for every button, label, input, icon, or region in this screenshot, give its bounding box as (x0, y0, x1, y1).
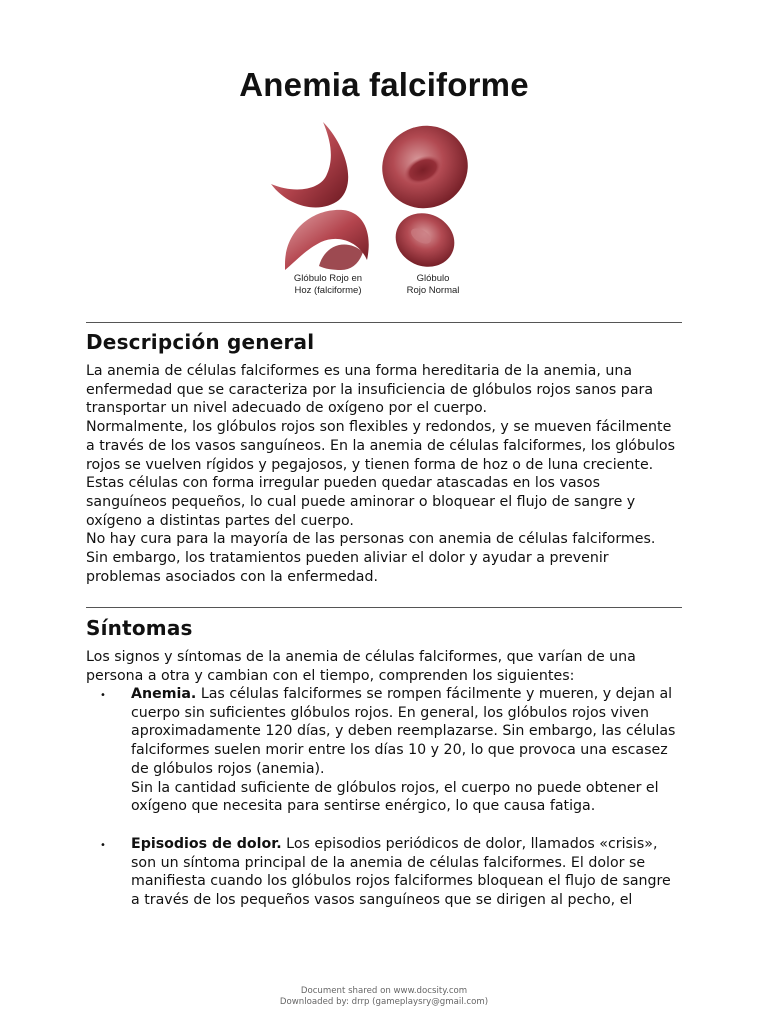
caption-normal-line-2: Rojo Normal (406, 284, 460, 296)
bullet-item-dolor (131, 835, 691, 910)
bullet-first-line-rest: Las células falciformes se rompen fácilmente y mueren, y dejan al (196, 686, 673, 702)
text-line: persona a otra y cambian con el tiempo, comprenden los siguientes: (86, 667, 575, 684)
section-heading-sintomas: Síntomas (86, 616, 193, 640)
caption-sickle-line-1: Glóbulo Rojo en (293, 273, 363, 284)
text-line: falciformes suelen morir entre los días 10 y 20, lo que provoca una escasez (131, 742, 668, 759)
page-footer (0, 986, 768, 1008)
footer-shared-line: Document shared on www.docsity.com (300, 986, 468, 996)
sickle-cell-top (271, 122, 348, 207)
bullet-marker: • (100, 690, 106, 701)
text-line: rojos se vuelven rígidos y pegajosos, y tienen forma de hoz o de luna creciente. (86, 456, 654, 473)
caption-sickle-cell (273, 273, 383, 296)
text-line: oxígeno que necesita para sentirse enérgico, lo que causa fatiga. (131, 798, 596, 815)
caption-normal-line-1: Glóbulo (416, 273, 450, 284)
text-line: Sin la cantidad suficiente de glóbulos rojos, el cuerpo no puede obtener el (131, 779, 659, 796)
text-line: No hay cura para la mayoría de las personas con anemia de células falciformes. (86, 531, 656, 548)
text-line: de glóbulos rojos (anemia). (131, 760, 325, 777)
bullet-item-anemia (131, 685, 691, 816)
page-title: Anemia falciforme (239, 66, 529, 103)
text-line: son un síntoma principal de la anemia de células falciformes. El dolor se (131, 854, 646, 871)
footer-downloaded-line: Downloaded by: drrp (gameplaysry@gmail.com) (279, 997, 489, 1007)
text-line: La anemia de células falciformes es una forma hereditaria de la anemia, una (86, 363, 633, 379)
caption-sickle-line-2: Hoz (falciforme) (294, 284, 362, 296)
text-line: a través de los vasos sanguíneos. En la anemia de células falciformes, los glóbulos (86, 437, 675, 454)
bullet-first-line (131, 685, 691, 704)
text-line: aproximadamente 120 días, y deben reemplazarse. Sin embargo, las células (131, 723, 676, 740)
bullet-first-line-rest: Los episodios periódicos de dolor, llamados «crisis», (281, 836, 658, 852)
bullet-marker: • (100, 840, 106, 851)
text-line: cuerpo sin suficientes glóbulos rojos. En general, los glóbulos rojos viven (131, 704, 650, 721)
text-line: Normalmente, los glóbulos rojos son flexibles y redondos, y se mueven fácilmente (86, 419, 672, 436)
bullet-first-line (131, 835, 691, 854)
section-sintomas-intro (86, 648, 686, 685)
text-line: Sin embargo, los tratamientos pueden aliviar el dolor y ayudar a prevenir (86, 550, 609, 567)
text-line: Estas células con forma irregular pueden quedar atascadas en los vasos (86, 475, 601, 492)
text-line: transportar un nivel adecuado de oxígeno por el cuerpo. (86, 400, 487, 417)
caption-normal-cell (385, 273, 481, 296)
text-line: problemas asociados con la enfermedad. (86, 568, 379, 585)
red-blood-cells-figure (255, 112, 495, 302)
text-line: enfermedad que se caracteriza por la insuficiencia de glóbulos rojos sanos para (86, 381, 654, 398)
bullet-term: Episodios de dolor. (131, 836, 282, 852)
text-line: sanguíneos pequeños, lo cual puede aminorar o bloquear el flujo de sangre y (86, 493, 636, 510)
text-line: a través de los pequeños vasos sanguíneos que se dirigen al pecho, el (131, 892, 633, 909)
section-descripcion-body (86, 362, 686, 586)
section-divider (86, 607, 682, 608)
text-line: Los signos y síntomas de la anemia de células falciformes, que varían de una (86, 649, 636, 665)
text-line: oxígeno a distintas partes del cuerpo. (86, 512, 354, 529)
bullet-term: Anemia. (131, 686, 197, 702)
section-divider (86, 322, 682, 323)
section-heading-descripcion: Descripción general (86, 330, 315, 354)
text-line: manifiesta cuando los glóbulos rojos falciformes bloquean el flujo de sangre (131, 873, 671, 890)
